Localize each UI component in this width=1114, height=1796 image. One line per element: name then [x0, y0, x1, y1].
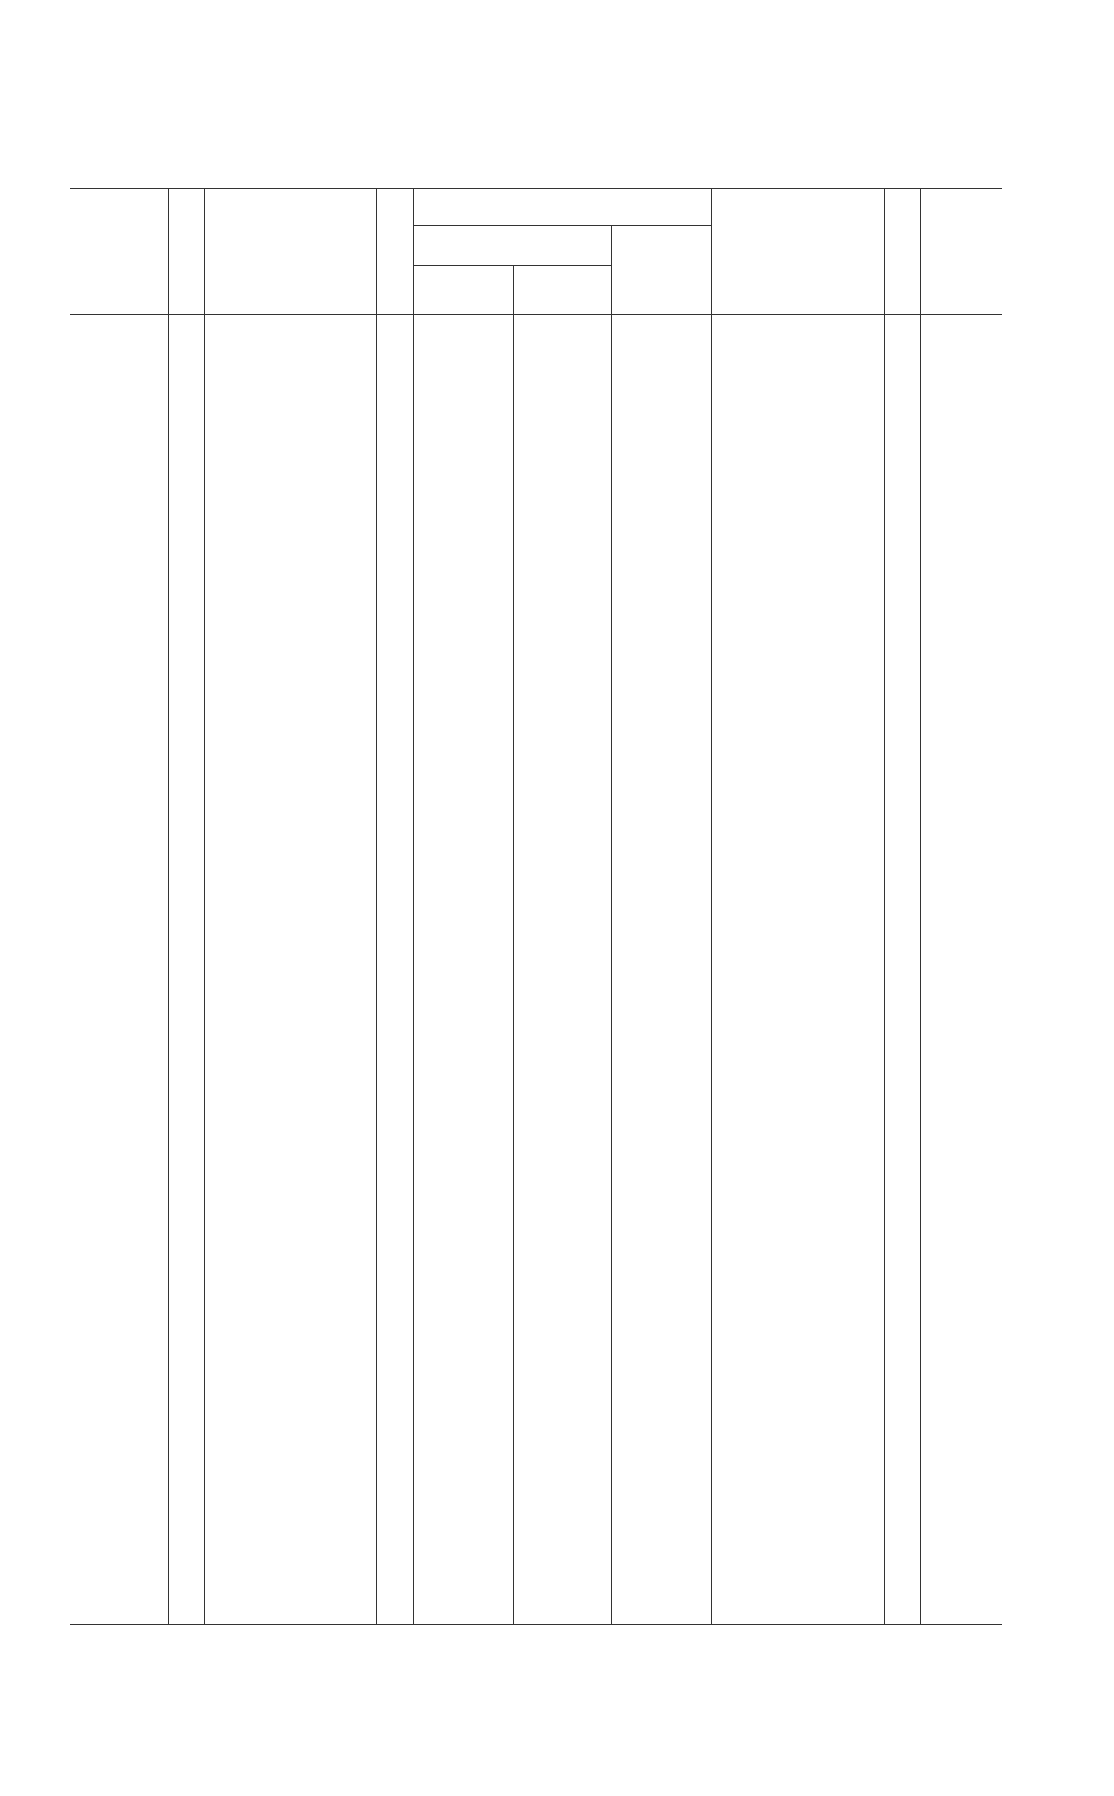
col-rule-9 [920, 188, 921, 1624]
header-district-no [172, 192, 200, 310]
col-rule-4 [413, 188, 414, 1624]
expenditure-rule [413, 225, 711, 226]
table-top-rule [70, 188, 1002, 189]
table-header-rule [70, 314, 1002, 315]
table-bottom-rule [70, 1624, 1002, 1625]
col-rule-3 [376, 188, 377, 1624]
col-rule-8 [884, 188, 885, 1624]
col-rule-6 [611, 225, 612, 1624]
maintenance-rule [413, 265, 611, 266]
header-position [888, 192, 916, 310]
col-rule-2 [204, 188, 205, 1624]
header-county [90, 192, 150, 310]
col-rule-1 [168, 188, 169, 1624]
col-rule-5 [513, 265, 514, 1624]
header-school-no [380, 192, 408, 310]
col-rule-7 [711, 188, 712, 1624]
